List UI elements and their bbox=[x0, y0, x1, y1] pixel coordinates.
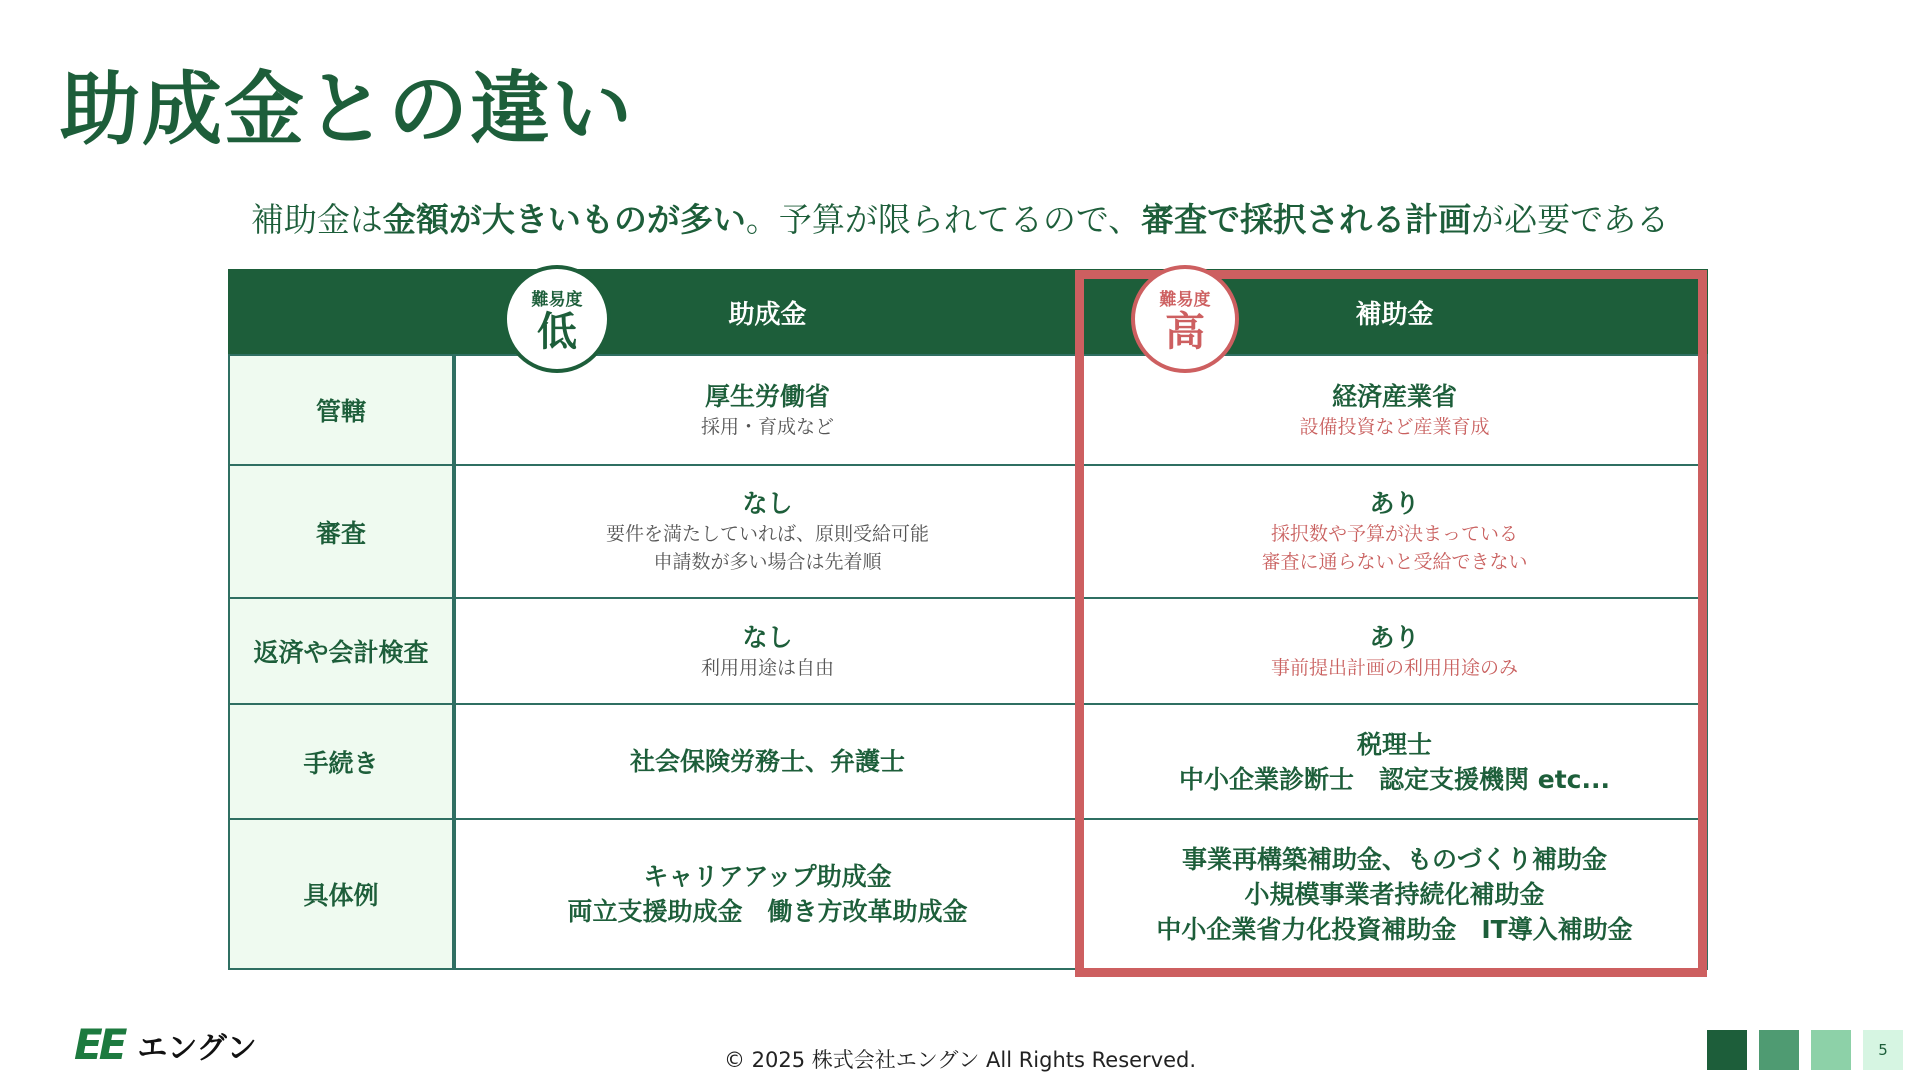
josei-sub: 申請数が多い場合は先着順 bbox=[653, 551, 882, 573]
hojo-cell bbox=[1081, 703, 1708, 820]
page-number: 5 bbox=[1863, 1030, 1903, 1070]
hojo-main: 小規模事業者持続化補助金 bbox=[1244, 879, 1545, 909]
subtitle-part: 。予算が限られてるので、 bbox=[745, 200, 1142, 239]
subtitle-bold: 審査で採択される計画 bbox=[1141, 200, 1472, 239]
subtitle-bold: 金額が大きいものが多い bbox=[382, 200, 746, 239]
table-row bbox=[228, 703, 1708, 820]
page-title: 助成金との違い bbox=[60, 63, 634, 156]
deco-square bbox=[1759, 1030, 1799, 1070]
badge-label: 難易度 bbox=[531, 289, 583, 310]
logo-mark: EE bbox=[74, 1020, 124, 1069]
josei-main: キャリアアップ助成金 bbox=[643, 862, 892, 891]
header-hojo: 補助金 bbox=[1081, 269, 1708, 356]
hojo-main: あり bbox=[1369, 622, 1420, 652]
hojo-main: 経済産業省 bbox=[1331, 381, 1457, 411]
hojo-main: 税理士 bbox=[1356, 729, 1432, 759]
hojo-sub: 設備投資など産業育成 bbox=[1299, 415, 1490, 438]
deco-square bbox=[1811, 1030, 1851, 1070]
josei-main: 厚生労働省 bbox=[704, 381, 830, 411]
badge-value: 低 bbox=[537, 308, 577, 355]
logo-text: エングン bbox=[137, 1030, 257, 1066]
row-label: 管轄 bbox=[228, 354, 454, 466]
table-row bbox=[228, 354, 1708, 466]
difficulty-badge-low bbox=[503, 265, 611, 373]
josei-sub: 要件を満たしていれば、原則受給可能 bbox=[605, 523, 929, 546]
josei-cell bbox=[454, 597, 1081, 705]
table-row bbox=[228, 464, 1708, 599]
josei-sub: 採用・育成など bbox=[700, 415, 834, 438]
row-label: 具体例 bbox=[228, 818, 454, 970]
hojo-sub: 採択数や予算が決まっている bbox=[1270, 523, 1518, 546]
josei-cell bbox=[454, 464, 1081, 599]
hojo-cell bbox=[1081, 597, 1708, 705]
difficulty-badge-high bbox=[1131, 265, 1239, 373]
row-label: 審査 bbox=[228, 464, 454, 599]
subtitle bbox=[0, 194, 1920, 241]
josei-main: なし bbox=[742, 622, 793, 652]
hojo-cell bbox=[1081, 464, 1708, 599]
header-josei: 助成金 bbox=[454, 269, 1081, 356]
subtitle-part: が必要である bbox=[1471, 200, 1670, 239]
hojo-main: 中小企業診断士 認定支援機関 etc... bbox=[1179, 764, 1610, 794]
row-label: 返済や会計検査 bbox=[228, 597, 454, 705]
deco-square bbox=[1707, 1030, 1747, 1070]
josei-cell bbox=[454, 818, 1081, 970]
copyright: © 2025 株式会社エングン All Rights Reserved. bbox=[723, 1048, 1197, 1072]
josei-main: 両立支援助成金 働き方改革助成金 bbox=[567, 897, 968, 926]
josei-main: 社会保険労務士、弁護士 bbox=[629, 747, 905, 776]
hojo-main: 事業再構築補助金、ものづくり補助金 bbox=[1181, 844, 1607, 874]
table-row bbox=[228, 597, 1708, 705]
table-header-row bbox=[228, 269, 1708, 356]
badge-label: 難易度 bbox=[1159, 289, 1211, 310]
subtitle-part: 補助金は bbox=[250, 200, 383, 239]
josei-sub: 利用用途は自由 bbox=[700, 656, 834, 679]
josei-cell bbox=[454, 703, 1081, 820]
badge-value: 高 bbox=[1165, 308, 1205, 355]
hojo-sub: 事前提出計画の利用用途のみ bbox=[1270, 656, 1518, 679]
header-empty-cell bbox=[228, 269, 454, 356]
hojo-main: 中小企業省力化投資補助金 IT導入補助金 bbox=[1156, 914, 1633, 944]
hojo-sub: 審査に通らないと受給できない bbox=[1261, 551, 1528, 573]
hojo-main: あり bbox=[1369, 489, 1420, 519]
row-label: 手続き bbox=[228, 703, 454, 820]
josei-main: なし bbox=[742, 489, 793, 519]
hojo-cell bbox=[1081, 818, 1708, 970]
table-row bbox=[228, 818, 1708, 970]
